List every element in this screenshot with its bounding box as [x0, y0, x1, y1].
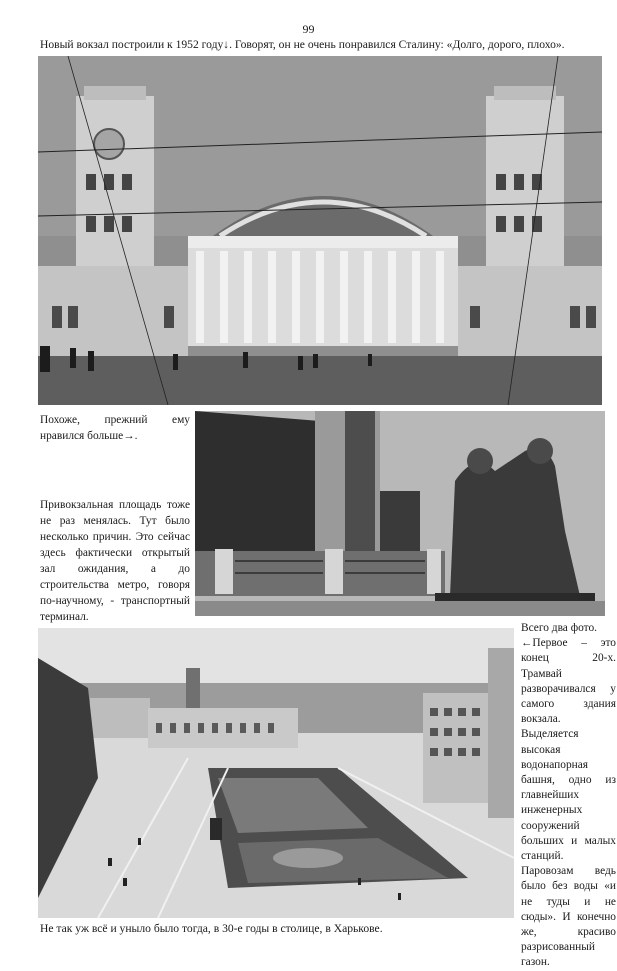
right-column-text: ←Первое – это конец 20-х. Трамвай разворачивался у самого здания вокзала. Выделяется высокая водонапорная башня, одно из главнейших инженерных сооружений больших и малых станций. Паровозам ведь было без воды «и не туды и не сюды». И конечно же, красиво разрисованный газон.	[521, 637, 616, 969]
station-caption: Новый вокзал построили к 1952 году↓. Говорят, он не очень понравился Сталину: «Долго, дорого, плохо».	[40, 38, 565, 51]
right-column	[521, 621, 616, 971]
monument-photo	[195, 411, 605, 616]
square-photo	[38, 628, 514, 918]
bottom-caption: Не так уж всё и уныло было тогда, в 30-е годы в столице, в Харькове.	[40, 922, 383, 935]
square-paragraph: Привокзальная площадь тоже не раз менялась. Тут было несколько причин. Это сейчас здесь фактически открытый зал ожидания, а до строительства метро, говоря по-научному, - транспортный терминал.	[40, 499, 190, 623]
right-column-lead: Всего два фото.	[521, 622, 598, 634]
station-photo	[38, 56, 602, 405]
middle-caption: Похоже, прежний ему нравился больше→.	[40, 414, 190, 442]
page-number: 99	[302, 22, 315, 36]
